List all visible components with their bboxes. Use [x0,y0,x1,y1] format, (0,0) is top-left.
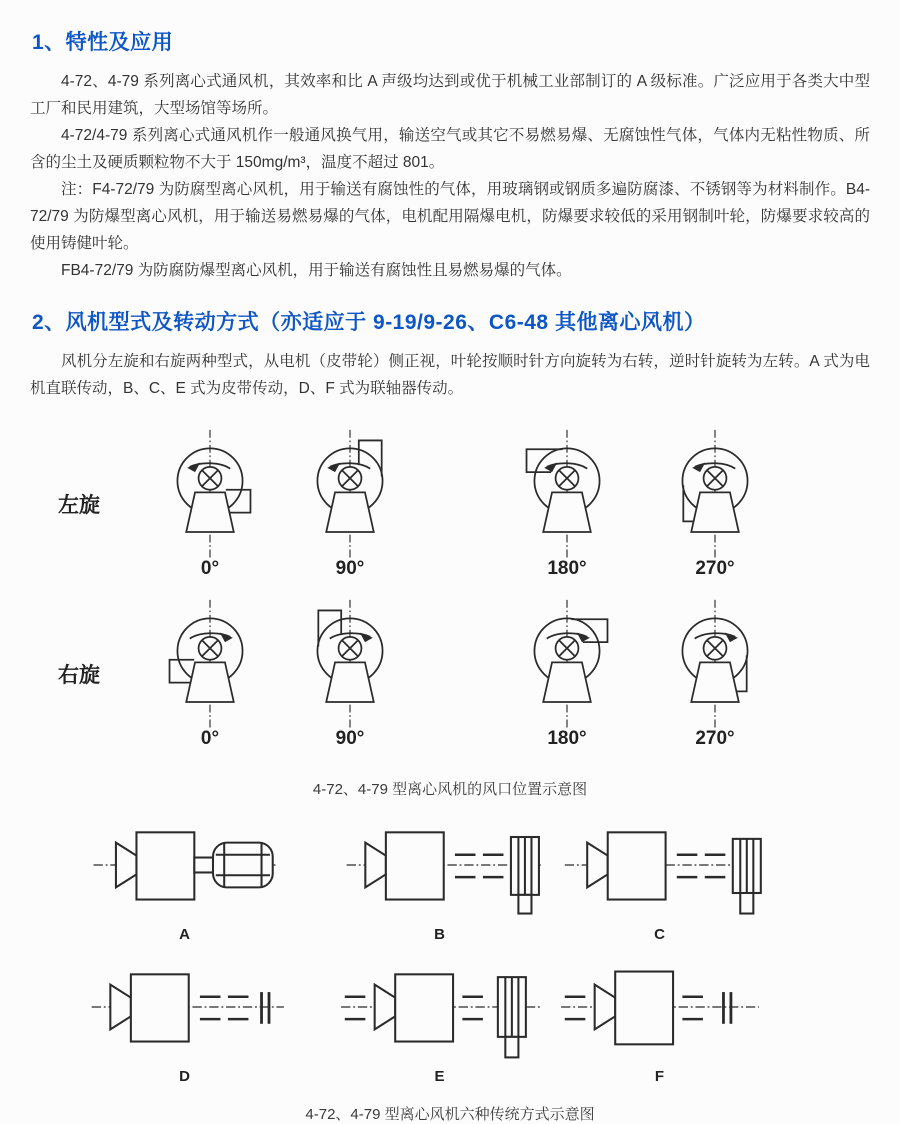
fan-volute-diagram-icon [284,428,416,562]
drive-schematic-icon [75,951,295,1063]
drive-schematic-icon [330,951,550,1063]
drive-diagram-F [550,951,770,1085]
fan-diagram-right-270 [645,598,785,750]
drive-label: F [654,1068,666,1085]
fan-diagram-right-90 [280,598,420,750]
drive-label: B [434,926,446,943]
section-features [30,26,870,284]
fan-diagram-left-0 [140,428,280,580]
drive-schematic-icon [550,809,770,921]
paragraph: FB4-72/79 为防腐防爆型离心风机，用于输送有腐蚀性且易燃易爆的气体。 [61,262,572,279]
fan-diagram-right-0 [140,598,280,750]
drive-label: A [179,926,191,943]
fan-volute-diagram-icon [144,428,276,562]
drive-figure-caption: 4-72、4-79 型离心风机六种传统方式示意图 [305,1106,595,1123]
angle-label: 270° [695,558,735,579]
rotation-label-left: 左旋 [58,494,100,517]
drive-type-figure [30,809,870,1124]
drive-diagram-E [330,951,550,1085]
paragraph: 4-72/4-79 系列离心式通风机作一般通风换气用，输送空气或其它不易燃易爆、无腐蚀性气体，气体内无粘性物质、所含的尘土及硬质颗粒物不大于 150mg/m³，温度不超过 801。 [30,127,870,171]
fan-volute-diagram-icon [649,428,781,562]
fan-volute-diagram-icon [649,598,781,732]
rotation-label-right: 右旋 [58,664,100,687]
fan-diagram-left-90 [280,428,420,580]
fan-diagram-left-270 [645,428,785,580]
drive-diagram-A [75,809,295,943]
drive-label: C [654,926,666,943]
section1-body [30,68,870,284]
drive-diagram-D [75,951,295,1085]
fan-figure-caption: 4-72、4-79 型离心风机的风口位置示意图 [312,781,588,798]
section1-heading: 1、特性及应用 [32,31,174,54]
fan-volute-diagram-icon [501,598,633,732]
drive-diagram-B [330,809,550,943]
fan-row-left-rotation [30,420,870,588]
drive-row-2 [30,951,870,1085]
fan-volute-diagram-icon [144,598,276,732]
drive-schematic-icon [75,809,295,921]
fan-volute-diagram-icon [501,428,633,562]
fan-diagram-right-180 [497,598,637,750]
fan-diagram-left-180 [497,428,637,580]
paragraph: 4-72、4-79 系列离心式通风机，其效率和比 A 声级均达到或优于机械工业部制订的 A 级标准。广泛应用于各类大中型工厂和民用建筑，大型场馆等场所。 [30,73,870,117]
fan-outlet-figure [30,420,870,799]
angle-label: 0° [200,558,220,579]
drive-schematic-icon [330,809,550,921]
angle-label: 180° [547,728,587,749]
paragraph: 注：F4-72/79 为防腐型离心风机，用于输送有腐蚀性的气体，用玻璃钢或钢质多遍防腐漆、不锈钢等为材料制作。B4-72/79 为防爆型离心风机，用于输送易燃易爆的气体，电机配用隔爆电机，防爆要求较低的采用钢制叶轮，防爆要求较高的使用铸健叶轮。 [30,181,870,252]
drive-diagram-C [550,809,770,943]
section2-heading: 2、风机型式及转动方式（亦适应于 9-19/9-26、C6-48 其他离心风机） [32,311,706,334]
section-fan-types [30,306,870,402]
angle-label: 270° [695,728,735,749]
angle-label: 180° [547,558,587,579]
paragraph: 风机分左旋和右旋两种型式，从电机（皮带轮）侧正视，叶轮按顺时针方向旋转为右转，逆时针旋转为左转。A 式为电机直联传动，B、C、E 式为皮带传动，D、F 式为联轴器传动。 [30,353,870,397]
drive-row-1 [30,809,870,943]
angle-label: 0° [200,728,220,749]
angle-label: 90° [335,558,365,579]
drive-label: E [434,1068,446,1085]
fan-volute-diagram-icon [284,598,416,732]
section2-body [30,348,870,402]
drive-label: D [179,1068,191,1085]
drive-schematic-icon [550,951,770,1063]
angle-label: 90° [335,728,365,749]
fan-row-right-rotation [30,590,870,758]
